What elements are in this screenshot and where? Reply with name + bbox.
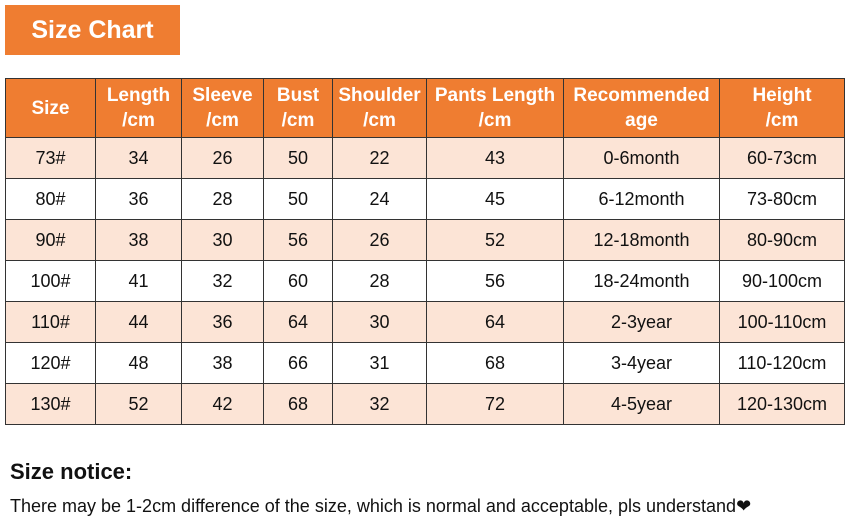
table-cell: 45 <box>427 179 564 220</box>
table-cell: 18-24month <box>564 261 720 302</box>
table-cell: 66 <box>264 343 333 384</box>
header-size: Size <box>6 79 96 138</box>
table-cell: 38 <box>96 220 182 261</box>
header-recommended-age: Recommended age <box>564 79 720 138</box>
table-cell: 32 <box>182 261 264 302</box>
table-cell: 90# <box>6 220 96 261</box>
table-cell: 100-110cm <box>720 302 845 343</box>
size-notice-message: There may be 1-2cm difference of the size, which is normal and acceptable, pls understand <box>10 496 737 516</box>
table-row <box>6 179 845 220</box>
table-cell: 31 <box>333 343 427 384</box>
table-cell: 12-18month <box>564 220 720 261</box>
header-pants-length: Pants Length /cm <box>427 79 564 138</box>
table-cell: 52 <box>427 220 564 261</box>
table-cell: 36 <box>182 302 264 343</box>
header-height: Height /cm <box>720 79 845 138</box>
table-cell: 28 <box>333 261 427 302</box>
table-cell: 72 <box>427 384 564 425</box>
size-table <box>5 78 845 425</box>
table-cell: 30 <box>333 302 427 343</box>
table-cell: 48 <box>96 343 182 384</box>
table-cell: 4-5year <box>564 384 720 425</box>
table-cell: 30 <box>182 220 264 261</box>
table-cell: 73# <box>6 138 96 179</box>
header-bust: Bust /cm <box>264 79 333 138</box>
table-cell: 90-100cm <box>720 261 845 302</box>
table-header-row <box>6 79 845 138</box>
header-length: Length /cm <box>96 79 182 138</box>
size-notice-text <box>10 496 751 517</box>
table-cell: 44 <box>96 302 182 343</box>
table-cell: 52 <box>96 384 182 425</box>
table-cell: 32 <box>333 384 427 425</box>
table-cell: 24 <box>333 179 427 220</box>
table-row <box>6 261 845 302</box>
table-cell: 41 <box>96 261 182 302</box>
header-shoulder: Shoulder /cm <box>333 79 427 138</box>
table-cell: 73-80cm <box>720 179 845 220</box>
header-sleeve: Sleeve /cm <box>182 79 264 138</box>
table-cell: 2-3year <box>564 302 720 343</box>
table-row <box>6 302 845 343</box>
table-cell: 36 <box>96 179 182 220</box>
table-cell: 56 <box>427 261 564 302</box>
table-cell: 64 <box>427 302 564 343</box>
table-cell: 43 <box>427 138 564 179</box>
table-cell: 80-90cm <box>720 220 845 261</box>
table-cell: 120-130cm <box>720 384 845 425</box>
table-cell: 110# <box>6 302 96 343</box>
table-cell: 60 <box>264 261 333 302</box>
table-cell: 50 <box>264 138 333 179</box>
table-cell: 130# <box>6 384 96 425</box>
size-chart-title: Size Chart <box>5 5 180 55</box>
table-cell: 56 <box>264 220 333 261</box>
table-cell: 22 <box>333 138 427 179</box>
table-cell: 100# <box>6 261 96 302</box>
table-row <box>6 343 845 384</box>
table-cell: 80# <box>6 179 96 220</box>
table-cell: 26 <box>182 138 264 179</box>
table-cell: 34 <box>96 138 182 179</box>
table-cell: 0-6month <box>564 138 720 179</box>
table-cell: 60-73cm <box>720 138 845 179</box>
table-cell: 110-120cm <box>720 343 845 384</box>
table-row <box>6 384 845 425</box>
table-cell: 50 <box>264 179 333 220</box>
size-notice-heading: Size notice: <box>10 459 133 484</box>
table-row <box>6 138 845 179</box>
table-cell: 28 <box>182 179 264 220</box>
table-row <box>6 220 845 261</box>
table-cell: 6-12month <box>564 179 720 220</box>
table-cell: 120# <box>6 343 96 384</box>
table-cell: 26 <box>333 220 427 261</box>
table-cell: 38 <box>182 343 264 384</box>
table-cell: 68 <box>264 384 333 425</box>
table-cell: 64 <box>264 302 333 343</box>
table-cell: 3-4year <box>564 343 720 384</box>
heart-icon: ❤ <box>736 496 752 516</box>
table-cell: 42 <box>182 384 264 425</box>
table-cell: 68 <box>427 343 564 384</box>
